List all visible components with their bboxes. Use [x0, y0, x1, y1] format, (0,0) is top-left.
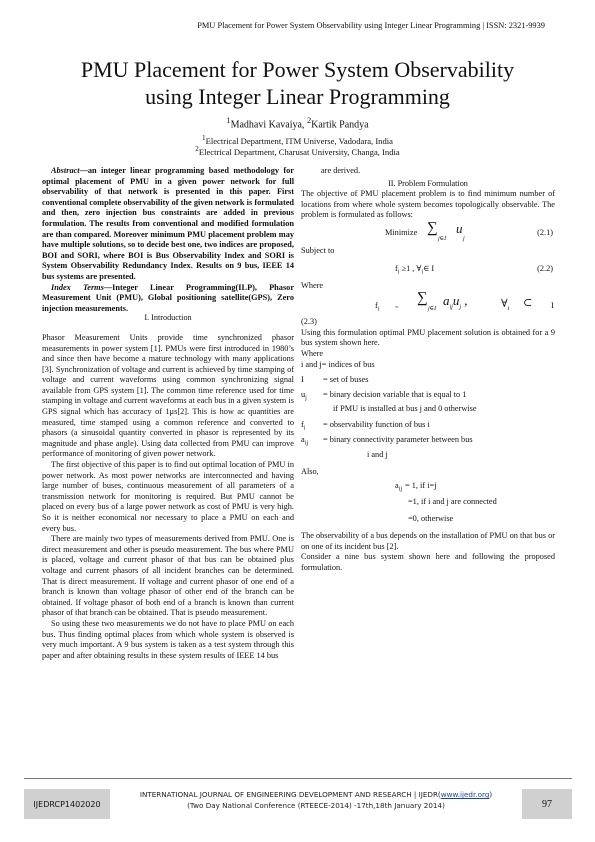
index-terms-label: Index Terms	[51, 282, 104, 292]
index-terms-text: —Integer Linear Programming(ILP), Phasor Measurement Unit (PMU), Global positioning satellite(GPS), Zero injection measurements.	[42, 282, 295, 313]
definition-row	[301, 450, 555, 465]
page-number: 97	[522, 789, 572, 819]
definition-text: = binary decision variable that is equal to 1	[323, 389, 467, 399]
eq3-sum: ∑	[417, 290, 428, 307]
definition-symbol: i and j	[301, 359, 322, 369]
definition-text: = observability function of bus i	[323, 419, 430, 429]
eq3-comma: ,	[461, 293, 468, 309]
cases-a-index: ij	[398, 486, 403, 493]
eq2-condition: ≥1 , ∀	[399, 263, 422, 273]
title-line-1: PMU Placement for Power System Observability	[80, 57, 515, 82]
intro-paragraph-4: So using these two measurements we do not have to place PMU on each bus. Thus finding optimal places from which whole system is observed is very much important. A 9 bus system is taken as a test system through this paper and after obtaining results in these system results of IEEE 14 bus	[42, 618, 294, 660]
affiliation-2-text: Electrical Department, Charusat University, Changa, India	[198, 146, 400, 157]
connectivity-cases	[301, 481, 555, 531]
eq3-u-index: j	[459, 304, 462, 311]
author-2-marker: 2	[306, 116, 312, 125]
eq3-u: u	[452, 293, 460, 309]
title-line-2: using Integer Linear Programming	[145, 84, 450, 109]
definition-symbol: I	[301, 374, 304, 384]
journal-name: INTERNATIONAL JOURNAL OF ENGINEERING DEVELOPMENT AND RESEARCH | IJEDR(	[139, 790, 441, 799]
equation-2-3	[301, 290, 555, 317]
left-column	[42, 166, 294, 661]
eq1-term-index: j	[463, 235, 465, 242]
definition-text: = indices of bus	[321, 359, 375, 369]
case-2: =1, if i and j are connected	[408, 497, 497, 507]
equation-2-2	[301, 261, 555, 279]
definition-text: if PMU is installed at bus j and 0 otherwise	[333, 403, 477, 413]
eq3-sum-index: j∈I	[428, 306, 437, 313]
author-1-marker: 1	[226, 116, 231, 125]
journal-line	[116, 789, 516, 800]
case-3: =0, otherwise	[408, 514, 454, 524]
intro-paragraph-2: The first objective of this paper is to find out optimal location of PMU in power network. As most power networks are interconnected and having large number of buses, continuous measurement of all parameters of a transmission network for monitoring is required. But PMU cannot be placed on every bus of a large power network as cost of PMU is very high. So it is neither economical nor necessary to place a PMU on each and every bus.	[42, 460, 294, 533]
intro-paragraph-1: Phasor Measurement Units provide time synchronized phasor measurements in power system [1]. PMUs were first introduced in 1980’s and since then have become a mature technology with many applications [3]. Synchronization of voltage and current is achieved by time stamping of voltage and current waveforms using common synchronizing signal available from GPS system [1]. The common time reference used for time stamping in voltage and current waveforms at each bus in a given system is GPS signal which has accuracy of 1μs[2]. This is how ac quantities are measured, time stamped using a common reference and converted to phasors (a sinusoidal quantity converted in phasor is represented by its magnitude and phase angle). Using data collected from PMU can improve performance of monitoring of given power network.	[42, 332, 294, 459]
definition-row	[301, 390, 555, 404]
eq2-forall-index: i	[421, 269, 424, 276]
eq3-f: f	[375, 301, 378, 311]
definition-text: i and j	[367, 449, 388, 459]
formulation-paragraph-4: Consider a nine bus system shown here and following the proposed formulation.	[301, 552, 555, 572]
eq1-sum: ∑	[427, 219, 438, 236]
definition-symbol: f	[301, 419, 304, 429]
right-column	[301, 166, 555, 574]
definition-row	[301, 360, 555, 375]
journal-info	[116, 789, 516, 811]
case-1: = 1, if i=j	[405, 481, 437, 491]
section-2-heading: II. Problem Formulation	[388, 178, 468, 188]
abstract-text: —an integer linear programming based methodology for optimal placement of PMU in a given power network for full observability of that network is presented in this paper. First conventional complete observability of the given network is formulated and then, zero injection bus constraints are added in previous formulation. The results from conventional and modified formulation are than compared. Moreover minimum PMU placement problem may have multiple solutions, so to decide best one, two indices are proposed, BOI and SORI, where BOI is Bus Observability Index and SORI is System Observability Redundancy Index. Results on 9 bus, IEEE 14 bus systems are presented.	[42, 166, 294, 281]
where-label-2: Where	[301, 348, 324, 358]
eq1-prefix: Minimize	[385, 227, 418, 237]
eq2-set: ∈ I	[423, 263, 435, 273]
definition-row	[301, 420, 555, 435]
author-2: Kartik Pandya	[311, 119, 369, 131]
also-label: Also,	[301, 466, 319, 476]
eq1-number: (2.1)	[537, 227, 553, 237]
definition-symbol: a	[301, 434, 305, 444]
author-line	[0, 116, 595, 130]
affiliation-1-marker: 1	[202, 134, 206, 142]
affiliation-1-text: Electrical Department, ITM Universe, Vadodara, India	[205, 135, 393, 146]
affiliation-2-marker: 2	[195, 145, 199, 153]
definition-row	[301, 404, 555, 420]
definition-text: = set of buses	[323, 374, 369, 384]
formulation-paragraph-3: The observability of a bus depends on the installation of PMU on that bus or on one of its incident bus [2].	[301, 531, 555, 551]
cases-a: a	[395, 481, 399, 491]
eq3-forall	[501, 299, 509, 315]
journal-link[interactable]: www.ijedr.org	[440, 790, 490, 799]
definition-symbol-index: i	[303, 425, 306, 432]
eq3-a: a	[443, 293, 450, 309]
definition-row	[301, 435, 555, 450]
eq3-a-index: ij	[449, 304, 453, 311]
eq2-number: (2.2)	[537, 263, 553, 273]
abstract	[42, 166, 294, 283]
eq3-term-a	[443, 293, 468, 313]
subject-to-label: Subject to	[301, 245, 335, 255]
eq3-forall-index: i	[507, 306, 510, 313]
eq1-term: u	[456, 220, 463, 236]
eq3-subset: ⊂	[523, 297, 533, 310]
definition-symbol-index: ij	[304, 440, 309, 447]
affiliation-2	[0, 145, 595, 157]
eq2-f-index: i	[397, 269, 400, 276]
eq2-expression	[395, 264, 434, 278]
author-1: Madhavi Kavaiya,	[230, 119, 307, 131]
paper-title	[0, 56, 595, 110]
definitions-list	[301, 360, 555, 465]
eq3-lhs	[375, 301, 379, 315]
cases-lhs	[395, 481, 402, 495]
eq1-sum-index: j∈I	[438, 235, 447, 242]
where-label-1: Where	[301, 280, 324, 290]
eq3-forall-symbol: ∀	[501, 298, 508, 311]
eq3-f-index: i	[377, 306, 380, 313]
eq3-set: I	[551, 301, 554, 311]
page-footer	[24, 778, 572, 823]
definition-row	[301, 375, 555, 390]
index-terms	[42, 283, 294, 315]
continued-text: are derived.	[321, 166, 361, 175]
eq3-equals: =	[395, 305, 399, 312]
definition-symbol: u	[301, 389, 306, 399]
formulation-paragraph-2: Using this formulation optimal PMU placement solution is obtained for a 9 bus system shown here.	[301, 327, 555, 348]
definition-text: = binary connectivity parameter between bus	[323, 434, 473, 444]
equation-2-1	[301, 219, 555, 244]
definition-symbol-index: j	[305, 395, 307, 402]
intro-paragraph-3: There are mainly two types of measurements derived from PMU. One is direct measurement and other is pseudo measurement. The bus where PMU is placed, voltage and current phasor of that bus can be obtained plus voltage and current phasors of all incident branches can be determined. That is direct measurement. If voltage and current phasor of one end of a branch is known than voltage phasor of other end of the branch can be obtained. If voltage phasor of both end of a branch is known than current phasor of that branch can be obtained. That is pseudo measurement.	[42, 534, 294, 618]
running-header: PMU Placement for Power System Observability using Integer Linear Programming | ISSN: 2321-9939	[197, 21, 545, 30]
paper-id-box: IJEDRCP1402020	[24, 789, 110, 819]
section-1-heading: I. Introduction	[144, 313, 192, 323]
journal-close-paren: )	[489, 790, 493, 799]
eq3-number: (2.3)	[301, 317, 317, 327]
conference-line: (Two Day National Conference (RTEECE-2014) -17th,18th January 2014)	[187, 801, 445, 810]
eq2-f: f	[395, 263, 398, 273]
formulation-paragraph-1: The objective of PMU placement problem is to find minimum number of locations from where whole system becomes topologically observable. The problem is formulated as follows:	[301, 189, 555, 220]
abstract-label: Abstract	[51, 166, 80, 175]
